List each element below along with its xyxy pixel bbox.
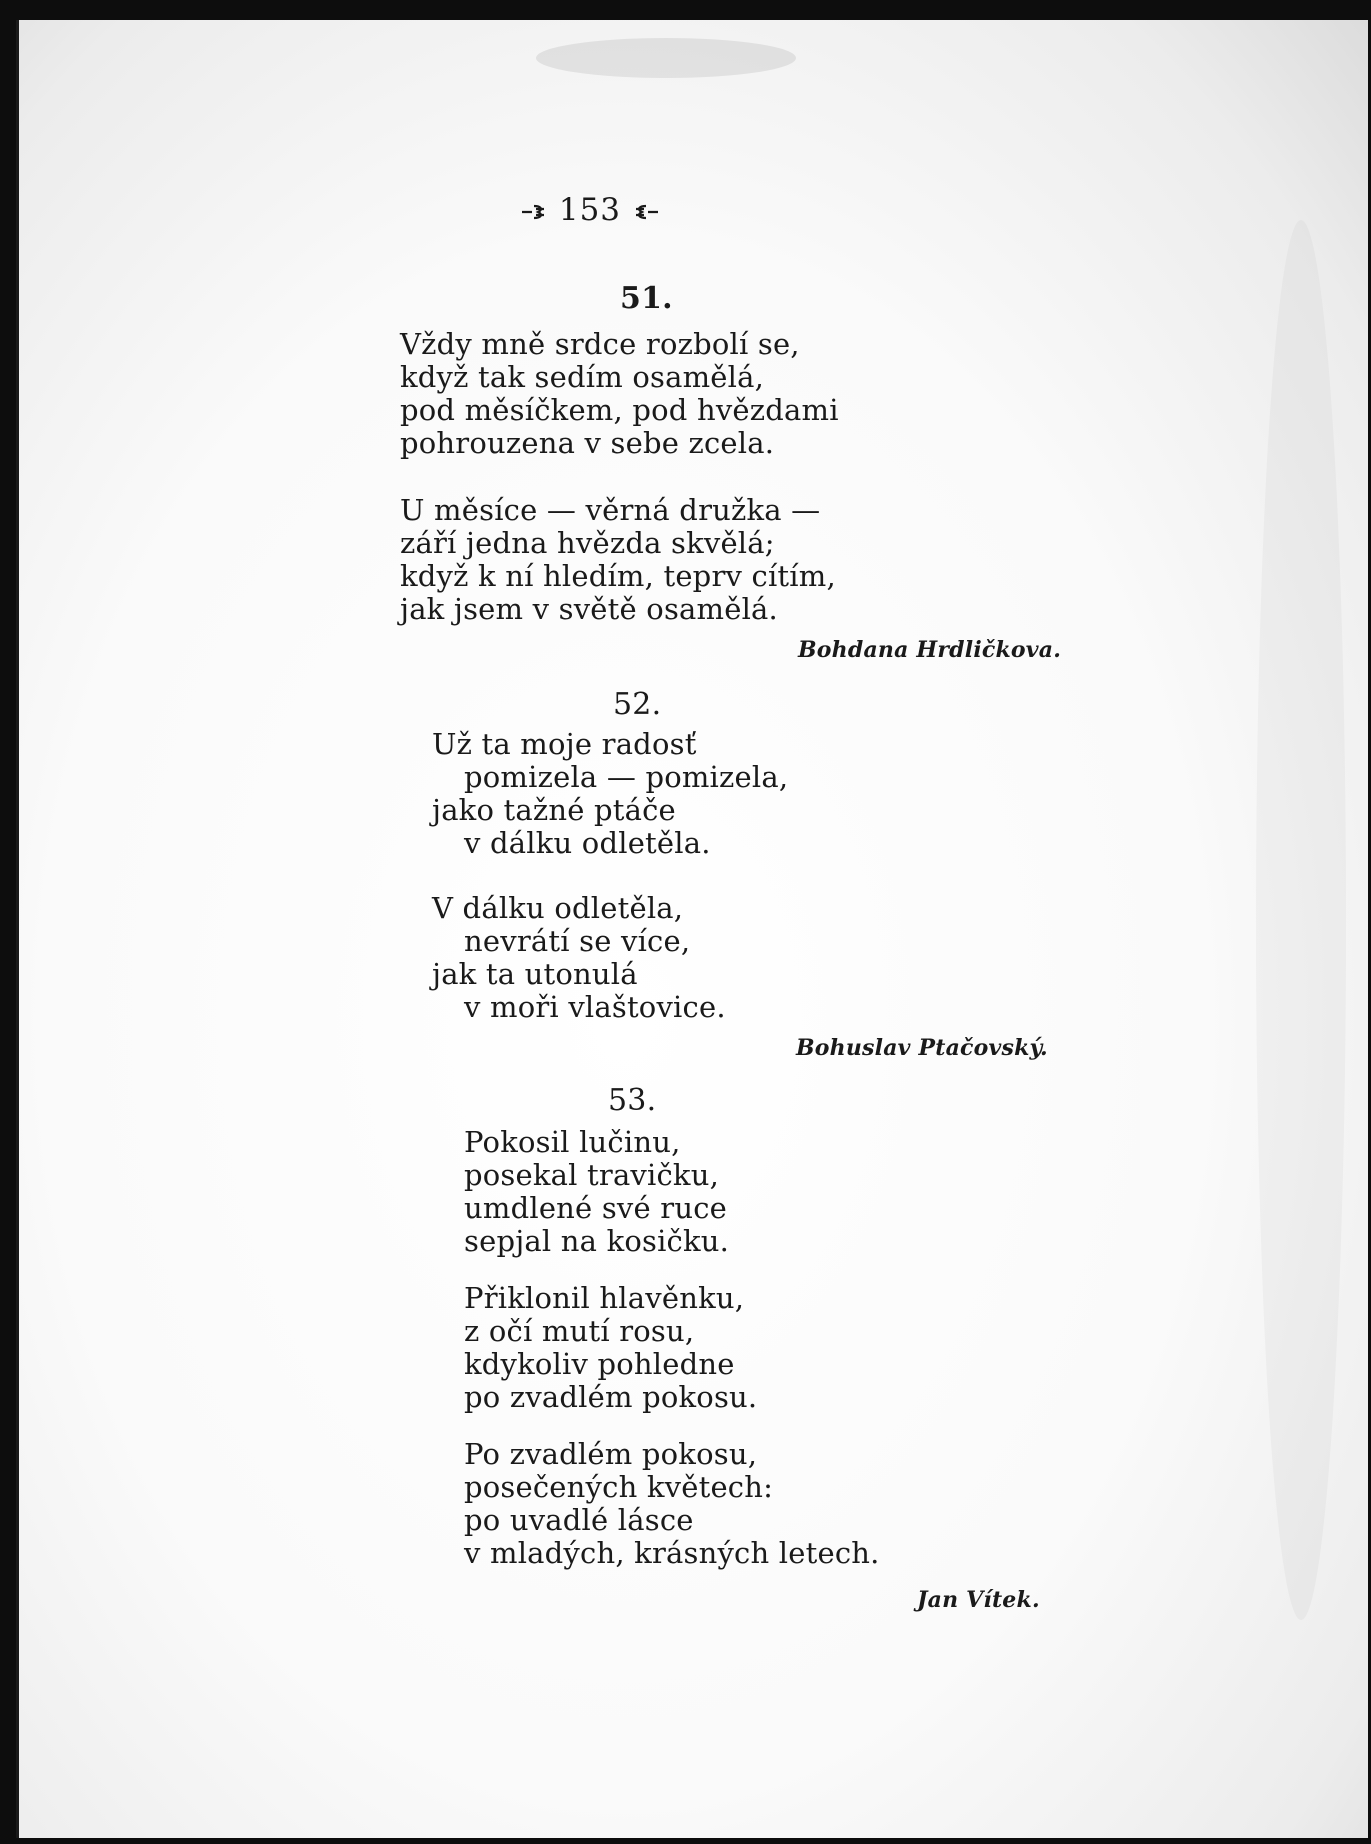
poem-line: Vždy mně srdce rozbolí se, bbox=[400, 327, 800, 361]
page-number: 153 bbox=[558, 192, 622, 228]
poem-line: když k ní hledím, teprv cítím, bbox=[400, 559, 836, 593]
poem-line: jak ta utonulá bbox=[432, 957, 638, 991]
poem-author: Bohuslav Ptačovský. bbox=[796, 1035, 1048, 1061]
poem-line: umdlené své ruce bbox=[464, 1191, 728, 1225]
right-ornament-icon bbox=[632, 203, 658, 221]
page-header bbox=[522, 194, 658, 227]
poem-number: 53. bbox=[608, 1083, 657, 1118]
poem-line: pomizela — pomizela, bbox=[464, 760, 789, 794]
poem-number: 51. bbox=[620, 281, 673, 316]
poem-line: po zvadlém pokosu. bbox=[464, 1380, 758, 1414]
poem-line: v mladých, krásných letech. bbox=[464, 1536, 880, 1570]
poem-line: pohrouzena v sebe zcela. bbox=[400, 426, 775, 460]
page-edge bbox=[16, 20, 19, 1838]
poem-line: U měsíce — věrná družka — bbox=[400, 493, 821, 527]
poem-line: kdykoliv pohledne bbox=[464, 1347, 735, 1381]
scan-smudge bbox=[536, 38, 796, 78]
poem-line: nevrátí se více, bbox=[464, 924, 691, 958]
poem-line: v moři vlaštovice. bbox=[464, 990, 726, 1024]
poem-line: sepjal na kosičku. bbox=[464, 1224, 730, 1258]
poem-line: pod měsíčkem, pod hvězdami bbox=[400, 393, 839, 427]
scan-shadow bbox=[1256, 220, 1346, 1620]
poem-line: v dálku odletěla. bbox=[464, 826, 711, 860]
poem-line: Přiklonil hlavěnku, bbox=[464, 1281, 745, 1315]
poem-line: posečených květech: bbox=[464, 1470, 774, 1504]
poem-number: 52. bbox=[613, 687, 662, 722]
poem-line: jako tažné ptáče bbox=[432, 793, 676, 827]
poem-author: Bohdana Hrdličkova. bbox=[798, 637, 1062, 663]
left-ornament-icon bbox=[522, 203, 548, 221]
poem-line: posekal travičku, bbox=[464, 1158, 719, 1192]
book-page bbox=[16, 20, 1368, 1838]
poem-line: jak jsem v světě osamělá. bbox=[400, 592, 778, 626]
poem-line: Už ta moje radosť bbox=[432, 727, 697, 761]
poem-line: Pokosil lučinu, bbox=[464, 1125, 681, 1159]
poem-line: V dálku odletěla, bbox=[432, 891, 684, 925]
poem-line: po uvadlé lásce bbox=[464, 1503, 694, 1537]
poem-author: Jan Vítek. bbox=[917, 1587, 1040, 1613]
poem-line: z očí mutí rosu, bbox=[464, 1314, 695, 1348]
poem-line: když tak sedím osamělá, bbox=[400, 360, 765, 394]
poem-line: září jedna hvězda skvělá; bbox=[400, 526, 775, 560]
poem-line: Po zvadlém pokosu, bbox=[464, 1437, 758, 1471]
